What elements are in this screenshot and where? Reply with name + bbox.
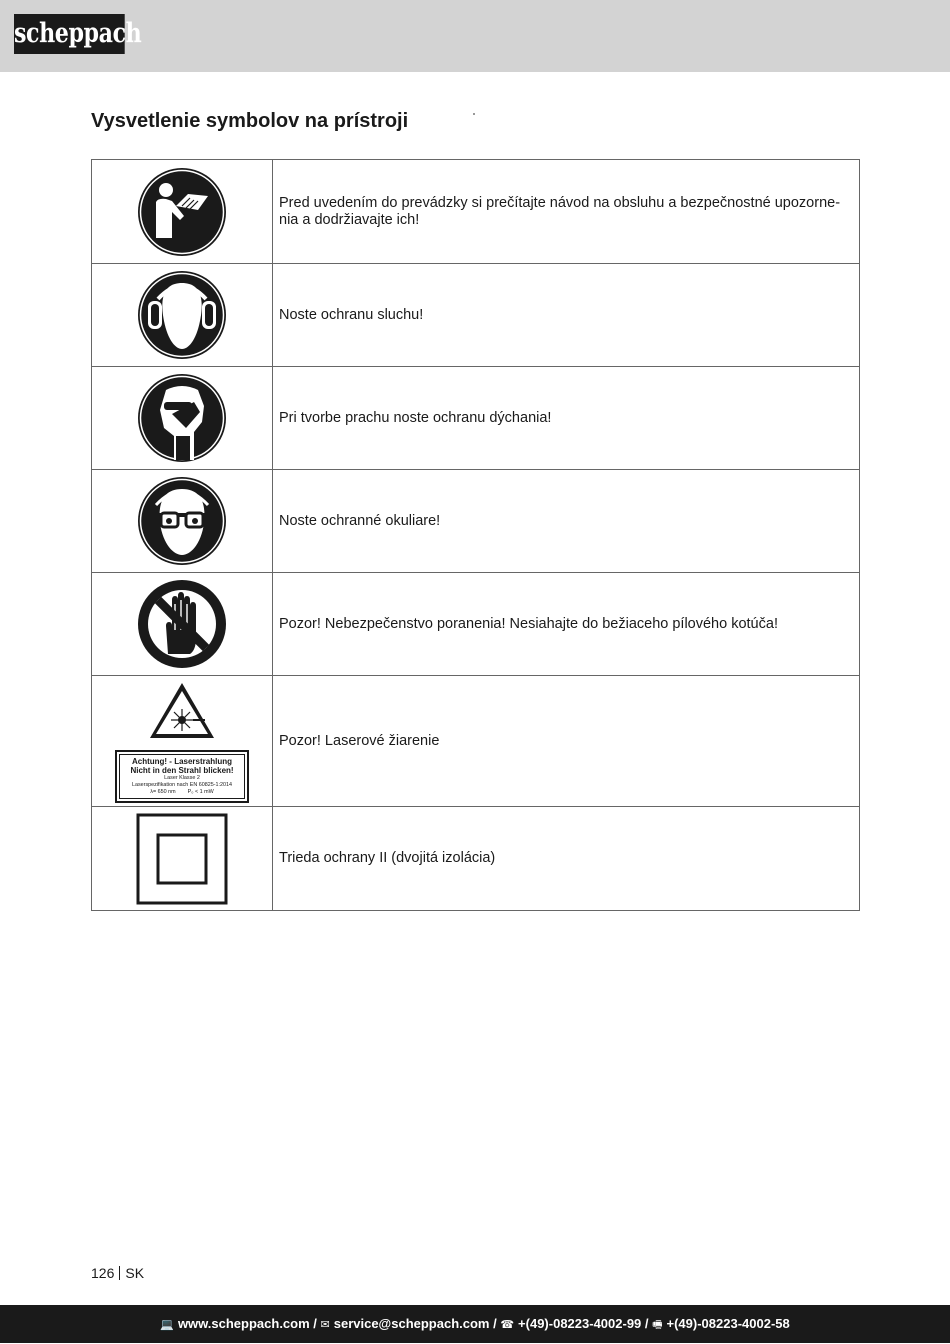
page-number-divider [119,1266,120,1280]
table-row [92,470,860,573]
page-language: SK [125,1265,145,1281]
stray-mark [473,113,475,115]
laser-wavelength: λ= 650 nm [150,788,176,795]
table-row [92,676,860,807]
row-text: Pri tvorbe prachu noste ochranu dýchania! [273,367,860,470]
table-row [92,160,860,264]
row-text: Trieda ochrany II (dvojitá izolácia) [273,807,860,911]
footer-email[interactable]: service@scheppach.com [333,1316,490,1331]
table-row [92,573,860,676]
eye-protection-icon [136,475,228,567]
double-insulation-icon [136,813,228,905]
footer-website[interactable]: www.scheppach.com [177,1316,310,1331]
footer-separator: / [641,1316,653,1331]
laser-warning-icon [147,680,217,742]
laser-label-line: Laser Klasse 2 [164,774,200,781]
row-text: Pozor! Laserové žiarenie [273,676,860,807]
no-hands-icon [136,578,228,670]
page-number-value: 126 [91,1265,115,1281]
mail-icon: ✉ [320,1319,330,1331]
footer-band [0,1305,950,1343]
symbols-table [91,159,860,911]
laser-label-specs [121,789,243,796]
icon-cell [92,470,273,573]
read-manual-icon [136,166,228,258]
table-row [92,807,860,911]
footer-separator: / [489,1316,501,1331]
hearing-protection-icon [136,269,228,361]
page-number [91,1265,144,1281]
row-text: Noste ochranu sluchu! [273,264,860,367]
header-band [0,0,950,72]
laser-class-label [115,750,249,803]
row-text: Pred uvedením do prevádzky si prečítajte návod na obsluhu a bezpečnostné upozorne-nia a dodržiavajte ich! [273,160,860,264]
footer-separator: / [309,1316,321,1331]
icon-cell [92,676,273,807]
respiratory-protection-icon [136,372,228,464]
icon-cell [92,160,273,264]
phone-icon: ☎ [500,1319,515,1331]
icon-cell [92,367,273,470]
icon-cell [92,807,273,911]
laser-power: P₀ < 1 mW [187,788,214,795]
row-text: Pozor! Nebezpečenstvo poranenia! Nesiahajte do bežiaceho pílového kotúča! [273,573,860,676]
table-row [92,264,860,367]
table-row [92,367,860,470]
page-title: Vysvetlenie symbolov na prístroji [91,110,409,132]
footer-fax: +(49)-08223-4002-58 [666,1316,790,1331]
footer-phone[interactable]: +(49)-08223-4002-99 [518,1316,642,1331]
row-text: Noste ochranné okuliare! [273,470,860,573]
laser-label-line: Laserspezifikation nach EN 60825-1:2014 [131,781,233,788]
laser-label-line: Achtung! - Laserstrahlung [131,756,232,766]
brand-logo: scheppach [14,14,125,54]
icon-cell [92,573,273,676]
laser-label-line: Nicht in den Strahl blicken! [130,765,234,775]
computer-icon: 💻 [160,1319,174,1331]
fax-icon: 🖷 [652,1319,663,1331]
icon-cell [92,264,273,367]
